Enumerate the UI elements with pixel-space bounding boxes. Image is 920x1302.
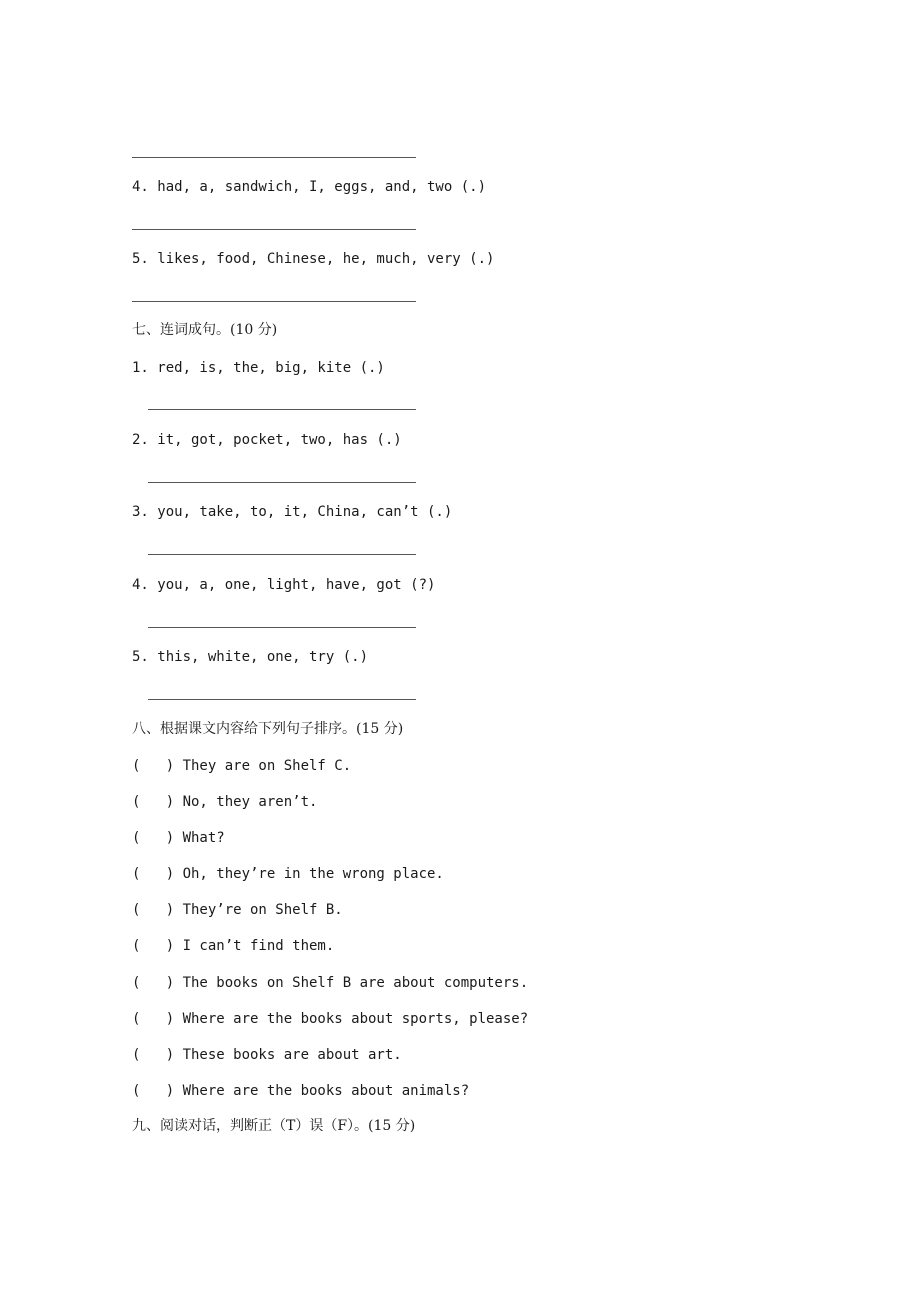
section-8-title: 八、根据课文内容给下列句子排序。(15 分)	[132, 721, 404, 737]
section-7-title: 七、连词成句。(10 分)	[132, 322, 278, 338]
answer-line[interactable]	[148, 627, 416, 628]
part6-question-5: 5. likes, food, Chinese, he, much, very (.)	[132, 251, 495, 267]
part7-question-2: 2. it, got, pocket, two, has (.)	[132, 432, 402, 448]
ordering-item: ( ) These books are about art.	[132, 1047, 402, 1063]
answer-line[interactable]	[148, 554, 416, 555]
answer-line[interactable]	[148, 409, 416, 410]
answer-line[interactable]	[132, 301, 416, 302]
part6-question-4: 4. had, a, sandwich, I, eggs, and, two (.)	[132, 179, 487, 195]
ordering-item: ( ) No, they aren’t.	[132, 794, 318, 810]
ordering-item: ( ) They are on Shelf C.	[132, 758, 352, 774]
part7-question-4: 4. you, a, one, light, have, got (?)	[132, 577, 436, 593]
ordering-item: ( ) They’re on Shelf B.	[132, 902, 343, 918]
answer-line[interactable]	[132, 157, 416, 158]
ordering-item: ( ) Where are the books about sports, please?	[132, 1011, 529, 1027]
ordering-item: ( ) Oh, they’re in the wrong place.	[132, 866, 444, 882]
ordering-item: ( ) I can’t find them.	[132, 938, 335, 954]
part7-question-1: 1. red, is, the, big, kite (.)	[132, 360, 385, 376]
part7-question-3: 3. you, take, to, it, China, can’t (.)	[132, 504, 453, 520]
answer-line[interactable]	[148, 482, 416, 483]
ordering-item: ( ) The books on Shelf B are about computers.	[132, 975, 529, 991]
answer-line[interactable]	[132, 229, 416, 230]
section-9-title: 九、阅读对话，判断正（T）误（F）。(15 分)	[132, 1118, 416, 1134]
answer-line[interactable]	[148, 699, 416, 700]
ordering-item: ( ) Where are the books about animals?	[132, 1083, 470, 1099]
part7-question-5: 5. this, white, one, try (.)	[132, 649, 369, 665]
ordering-item: ( ) What?	[132, 830, 225, 846]
